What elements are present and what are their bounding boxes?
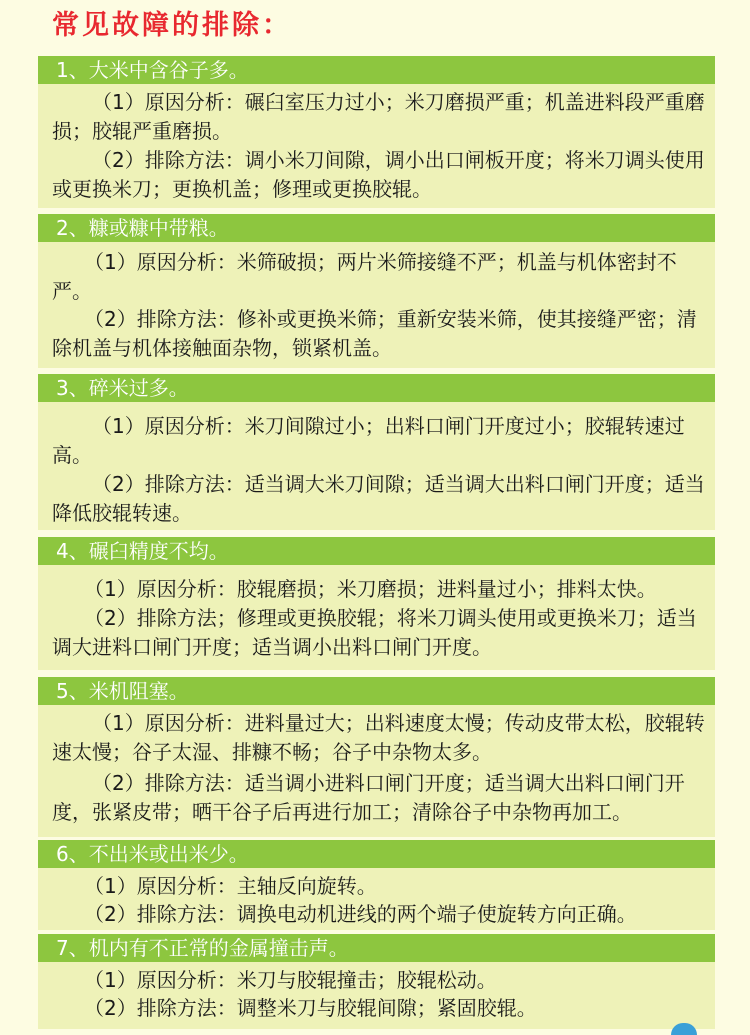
- section-1-heading: 1、大米中含谷子多。: [38, 56, 715, 84]
- section-2-remedy: （2）排除方法：修补或更换米筛；重新安装米筛，使其接缝严密；清除机盖与机体接触面杂物，锁紧机盖。: [52, 307, 697, 360]
- section-2: [38, 214, 715, 368]
- corner-decoration: [671, 1023, 697, 1035]
- section-4-remedy: （2）排除方法；修理或更换胶辊；将米刀调头使用或更换米刀；适当调大进料口闸门开度；适当调小出料口闸门开度。: [52, 606, 697, 659]
- section-4-cause: （1）原因分析：胶辊磨损；米刀磨损；进料量过小；排料太快。: [84, 577, 657, 601]
- section-1: [38, 56, 715, 208]
- section-5: [38, 677, 715, 837]
- section-7-cause: （1）原因分析：米刀与胶辊撞击；胶辊松动。: [84, 968, 497, 992]
- section-6-remedy: （2）排除方法：调换电动机进线的两个端子使旋转方向正确。: [84, 902, 637, 926]
- section-1-cause: （1）原因分析：碾臼室压力过小；米刀磨损严重；机盖进料段严重磨损；胶辊严重磨损。: [52, 90, 705, 143]
- section-5-heading: 5、米机阻塞。: [38, 677, 715, 705]
- page-title: 常见故障的排除：: [52, 10, 292, 41]
- section-6-heading: 6、不出米或出米少。: [38, 840, 715, 868]
- section-2-cause: （1）原因分析：米筛破损；两片米筛接缝不严；机盖与机体密封不严。: [52, 250, 677, 303]
- section-4-heading: 4、碾臼精度不均。: [38, 537, 715, 565]
- section-3-remedy: （2）排除方法：适当调大米刀间隙；适当调大出料口闸门开度；适当降低胶辊转速。: [52, 472, 705, 525]
- section-3-cause: （1）原因分析：米刀间隙过小；出料口闸门开度过小；胶辊转速过高。: [52, 414, 685, 467]
- section-7-heading: 7、机内有不正常的金属撞击声。: [38, 934, 715, 962]
- section-3-heading: 3、碎米过多。: [38, 374, 715, 402]
- section-7: [38, 934, 715, 1029]
- section-5-remedy: （2）排除方法：适当调小进料口闸门开度；适当调大出料口闸门开度，张紧皮带；晒干谷子后再进行加工；清除谷子中杂物再加工。: [52, 771, 685, 824]
- section-1-remedy: （2）排除方法：调小米刀间隙，调小出口闸板开度；将米刀调头使用或更换米刀；更换机盖；修理或更换胶辊。: [52, 148, 705, 201]
- section-2-heading: 2、糠或糠中带粮。: [38, 214, 715, 242]
- section-3: [38, 374, 715, 530]
- section-6: [38, 840, 715, 930]
- section-7-remedy: （2）排除方法：调整米刀与胶辊间隙；紧固胶辊。: [84, 996, 537, 1020]
- section-6-cause: （1）原因分析：主轴反向旋转。: [84, 874, 377, 898]
- section-5-cause: （1）原因分析：进料量过大；出料速度太慢；传动皮带太松，胶辊转速太慢；谷子太湿、排糠不畅；谷子中杂物太多。: [52, 711, 705, 764]
- section-4: [38, 537, 715, 670]
